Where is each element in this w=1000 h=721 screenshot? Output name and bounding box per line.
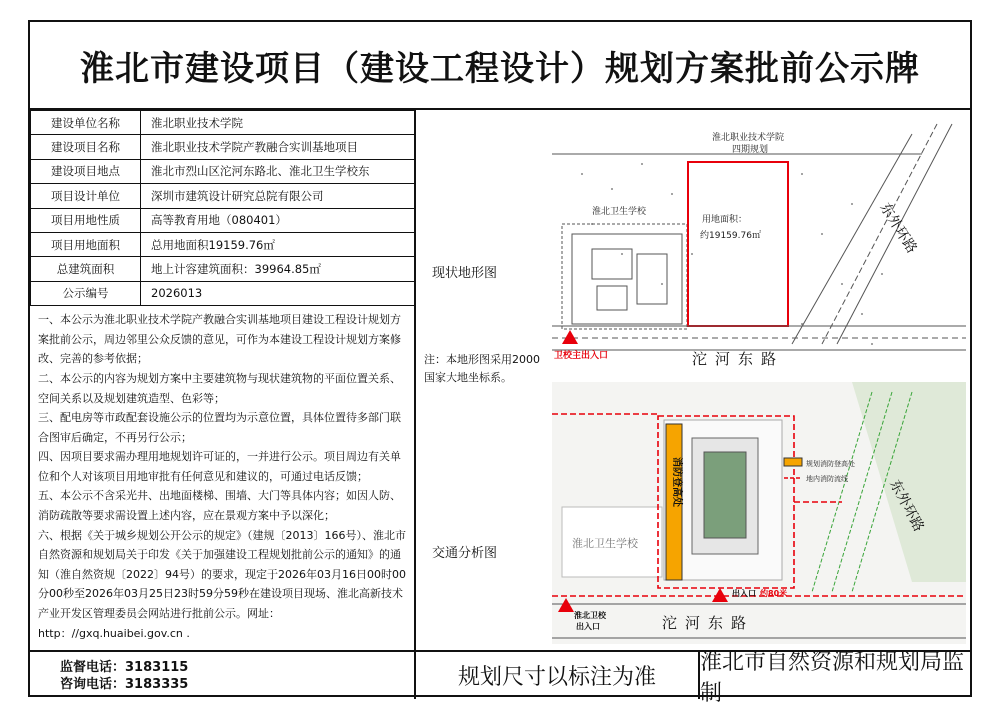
phone-block xyxy=(30,652,416,699)
supervise-phone-row xyxy=(60,659,414,676)
consult-label: 咨询电话： xyxy=(60,677,126,692)
info-label: 建设项目名称 xyxy=(31,135,141,159)
info-value: 高等教育用地（080401） xyxy=(141,208,416,232)
info-row xyxy=(31,159,416,183)
supervise-label: 监督电话： xyxy=(60,660,126,675)
info-label: 公示编号 xyxy=(31,281,141,305)
info-label: 建设项目地点 xyxy=(31,159,141,183)
info-value: 深圳市建筑设计研究总院有限公司 xyxy=(141,184,416,208)
gate1-label: 淮北卫校 xyxy=(574,611,606,620)
area-label: 用地面积： xyxy=(702,215,748,225)
phase4-label: 淮北职业技术学院 xyxy=(712,133,785,143)
svg-text:东外环路: 东外环路 xyxy=(876,200,920,257)
svg-text:东外环路: 东外环路 xyxy=(886,477,927,535)
note-6: 六、根据《关于城乡规划公开公示的规定》（建规〔2013〕166号）、淮北市自然资源和规划局关于印发《关于加强建设工程规划批前公示的通知》的通知（淮自然资规〔2022〕94号）的要求，现定于2026年03月16日00时00分00秒至2026年03月25日23时59分59秒在建设项目现场、淮北高新技术产业开发区管理委员会网站进行批前公示。网址：http：//gxq.huaibei.gov.cn . xyxy=(38,528,406,640)
gate-label: 卫校主出入口 xyxy=(554,351,609,361)
status-topographic-map xyxy=(552,114,966,376)
legend-orange-swatch xyxy=(784,458,802,466)
left-panel xyxy=(30,110,416,650)
note-1: 一、本公示为淮北职业技术学院产教融合实训基地项目建设工程设计规划方案批前公示，周边邻里公众反馈的意见，可作为本建设工程设计规划方案修改、完善的参考依据； xyxy=(38,313,401,366)
area-value: 约19159.76㎡ xyxy=(700,231,761,241)
info-value: 总用地面积19159.76㎡ xyxy=(141,232,416,256)
gate1-label-2: 出入口 xyxy=(576,622,600,631)
info-value: 淮北市烈山区沱河东路北、淮北卫生学校东 xyxy=(141,159,416,183)
info-value: 2026013 xyxy=(141,281,416,305)
legend-label-2: 地内消防流线 xyxy=(806,475,848,483)
distance-label: 约80米 xyxy=(760,589,788,598)
authority: 淮北市自然资源和规划局监制 xyxy=(698,652,970,699)
south-road-label-2: 沱河东路 xyxy=(662,614,755,632)
slogan: 规划尺寸以标注为准 xyxy=(457,665,656,690)
footer xyxy=(30,649,970,706)
info-label: 项目设计单位 xyxy=(31,184,141,208)
info-label: 项目用地性质 xyxy=(31,208,141,232)
info-label: 总建筑面积 xyxy=(31,257,141,281)
phase4-sub-label: 四期规划 xyxy=(732,145,769,155)
notice-board xyxy=(28,20,972,706)
note-3: 三、配电房等市政配套设施公示的位置均为示意位置，具体位置待多部门联合图审后确定，不再另行公示； xyxy=(38,411,401,444)
info-row xyxy=(31,135,416,159)
info-row xyxy=(31,281,416,305)
supervise-phone: 3183115 xyxy=(125,660,189,675)
note-2: 二、本公示的内容为规划方案中主要建筑物与现状建筑物的平面位置关系、空间关系以及规划建筑造型、色彩等； xyxy=(38,371,401,405)
info-value: 淮北职业技术学院产教融合实训基地项目 xyxy=(141,135,416,159)
info-value: 地上计容建筑面积：39964.85㎡ xyxy=(141,257,416,281)
consult-phone: 3183335 xyxy=(125,677,189,692)
courtyard xyxy=(704,452,746,538)
info-label: 项目用地面积 xyxy=(31,232,141,256)
legend-label-1: 规划消防登高处 xyxy=(806,460,855,468)
school-label: 淮北卫生学校 xyxy=(592,207,647,217)
status-map-label: 现状地形图 xyxy=(432,266,498,281)
info-row xyxy=(31,232,416,256)
right-panel xyxy=(416,110,970,650)
notes-section xyxy=(30,306,414,643)
coordinate-note: 注：本地形图采用2000国家大地坐标系。 xyxy=(424,353,540,384)
info-row xyxy=(31,111,416,135)
fire-label-vertical xyxy=(671,457,684,507)
note-4: 四、因项目要求需办理用地规划许可证的，一并进行公示。项目周边有关单位和个人对该项目用地审批有任何意见和建议的，可通过电话反馈； xyxy=(38,450,401,483)
consult-phone-row xyxy=(60,676,414,693)
gate2-label: 出入口 xyxy=(732,589,756,598)
svg-text:消防登高处: 消防登高处 xyxy=(671,457,682,507)
note-5: 五、本公示不含采光井、出地面楼梯、围墙、大门等具体内容；如因人防、消防疏散等要求需设置上述内容，应在景观方案中予以深化； xyxy=(38,489,401,523)
school-label-2: 淮北卫生学校 xyxy=(572,537,638,550)
south-road-label: 沱河东路 xyxy=(692,350,785,368)
project-info-table xyxy=(30,110,416,306)
info-label: 建设单位名称 xyxy=(31,111,141,135)
page-title: 淮北市建设项目（建设工程设计）规划方案批前公示牌 xyxy=(30,22,970,110)
info-row xyxy=(31,184,416,208)
info-row xyxy=(31,257,416,281)
traffic-analysis-label: 交通分析图 xyxy=(432,546,498,561)
info-row xyxy=(31,208,416,232)
traffic-analysis-map xyxy=(552,382,966,644)
info-value: 淮北职业技术学院 xyxy=(141,111,416,135)
